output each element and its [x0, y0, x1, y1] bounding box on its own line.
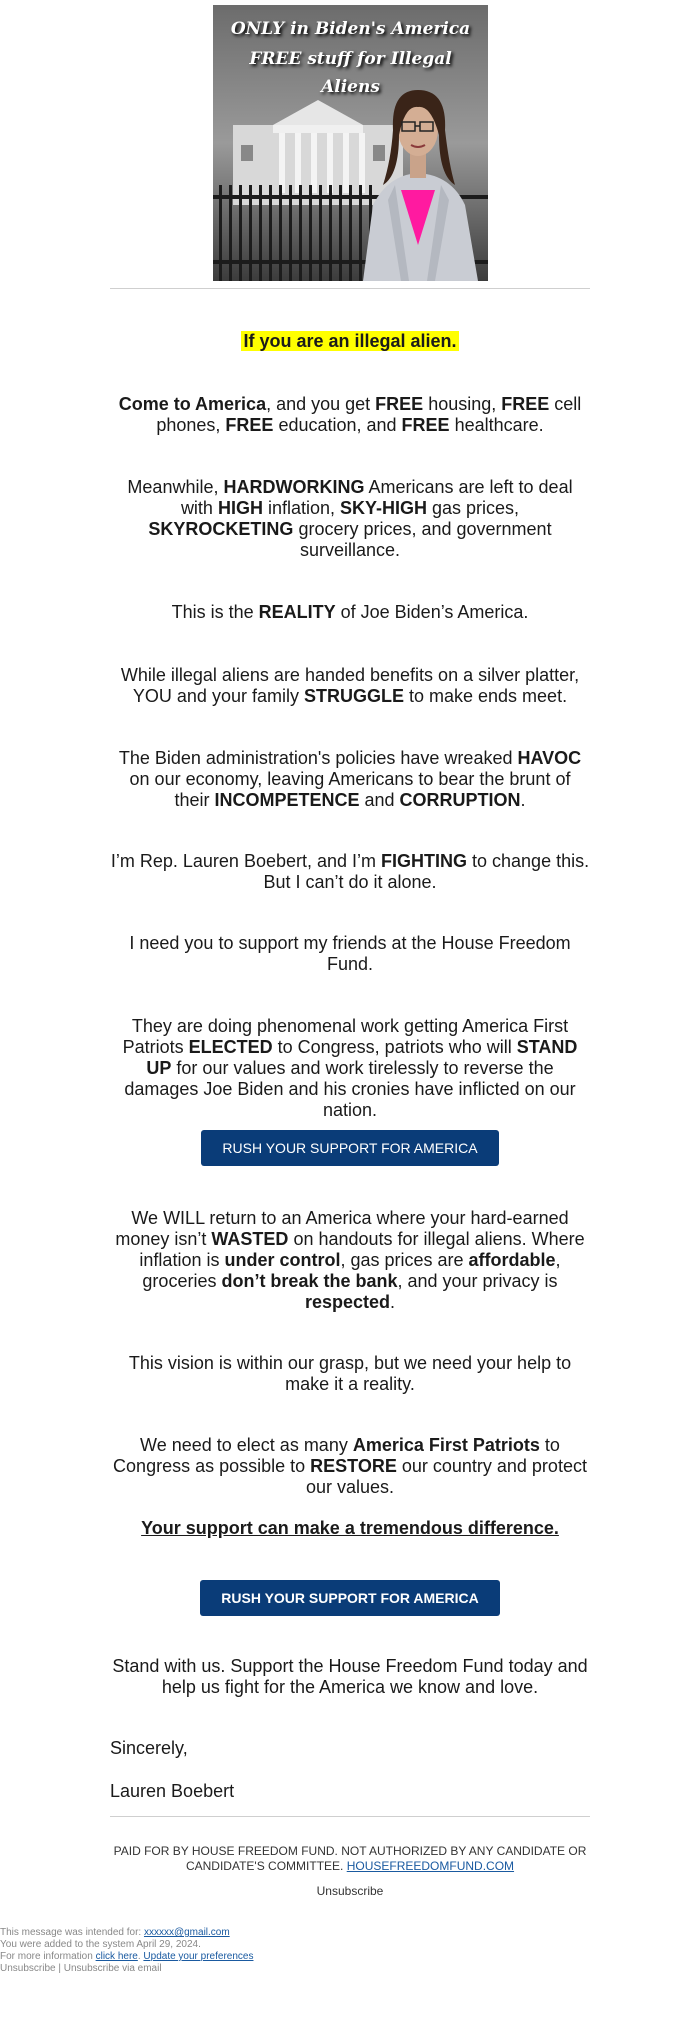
- intended-for-line: This message was intended for: xxxxxx@gmail.com: [0, 1927, 230, 1938]
- paragraph-2: Meanwhile, HARDWORKING Americans are left to deal with HIGH inflation, SKY-HIGH gas prices, SKYROCKETING grocery prices, and government surveillance.: [127, 477, 573, 560]
- paragraph-5: The Biden administration's policies have wreaked HAVOC on our economy, leaving Americans to bear the brunt of their INCOMPETENCE and CORRUPTION.: [118, 748, 582, 810]
- unsubscribe-link[interactable]: Unsubscribe: [316, 1884, 384, 1898]
- headline: [110, 331, 590, 352]
- update-preferences-link[interactable]: Update your preferences: [143, 1951, 254, 1962]
- paid-for-disclaimer: PAID FOR BY HOUSE FREEDOM FUND. NOT AUTHORIZED BY ANY CANDIDATE OR CANDIDATE'S COMMITTEE. HOUSEFREEDOMFUND.COM: [113, 1844, 587, 1873]
- unsubscribe-line[interactable]: Unsubscribe | Unsubscribe via email: [0, 1963, 162, 1974]
- paragraph-13: Stand with us. Support the House Freedom Fund today and help us fight for the America we know and love.: [112, 1656, 588, 1697]
- paragraph-9: We WILL return to an America where your hard-earned money isn’t WASTED on handouts for illegal aliens. Where inflation is under control, gas prices are affordable, groceries don’t break the bank, and your privacy is respected.: [115, 1208, 585, 1312]
- house-freedom-fund-link[interactable]: HOUSEFREEDOMFUND.COM: [346, 1859, 515, 1873]
- paragraph-8: They are doing phenomenal work getting America First Patriots ELECTED to Congress, patriots who will STAND UP for our values and work tirelessly to reverse the damages Joe Biden and his cronies have inflicted on our nation.: [122, 1016, 578, 1120]
- more-info-line: For more information click here. Update your preferences: [0, 1951, 254, 1962]
- hero-caption-line1: ONLY in Biden's America: [230, 19, 471, 39]
- paragraph-1: Come to America, and you get FREE housing, FREE cell phones, FREE education, and FREE healthcare.: [118, 394, 582, 435]
- hero-image: [213, 5, 488, 281]
- top-divider: [110, 288, 590, 289]
- paragraph-7: I need you to support my friends at the House Freedom Fund.: [129, 933, 571, 974]
- click-here-link[interactable]: click here: [95, 1951, 138, 1962]
- white-house-illustration: [213, 5, 488, 281]
- paragraph-3: This is the REALITY of Joe Biden’s America.: [171, 602, 529, 622]
- paragraph-6: I’m Rep. Lauren Boebert, and I’m FIGHTING to change this. But I can’t do it alone.: [110, 851, 590, 892]
- headline-text: If you are an illegal alien.: [243, 331, 457, 351]
- hero-caption-line2: FREE stuff for Illegal: [249, 49, 452, 69]
- paragraph-10: This vision is within our grasp, but we need your help to make it a reality.: [128, 1353, 572, 1394]
- rush-support-button-1[interactable]: RUSH YOUR SUPPORT FOR AMERICA: [201, 1130, 499, 1166]
- bottom-divider: [110, 1816, 590, 1817]
- closing: Sincerely,: [110, 1738, 188, 1758]
- support-difference-line: Your support can make a tremendous difference.: [141, 1518, 559, 1538]
- intended-email-link[interactable]: xxxxxx@gmail.com: [143, 1927, 230, 1938]
- signature-name: Lauren Boebert: [110, 1781, 235, 1801]
- paragraph-11: We need to elect as many America First Patriots to Congress as possible to RESTORE our country and protect our values.: [113, 1435, 587, 1497]
- rush-support-button-2[interactable]: RUSH YOUR SUPPORT FOR AMERICA: [200, 1580, 500, 1616]
- added-line: You were added to the system April 29, 2024.: [0, 1939, 201, 1950]
- paragraph-4: While illegal aliens are handed benefits on a silver platter, YOU and your family STRUGGLE to make ends meet.: [120, 665, 580, 706]
- hero-caption-line3: Aliens: [321, 77, 380, 97]
